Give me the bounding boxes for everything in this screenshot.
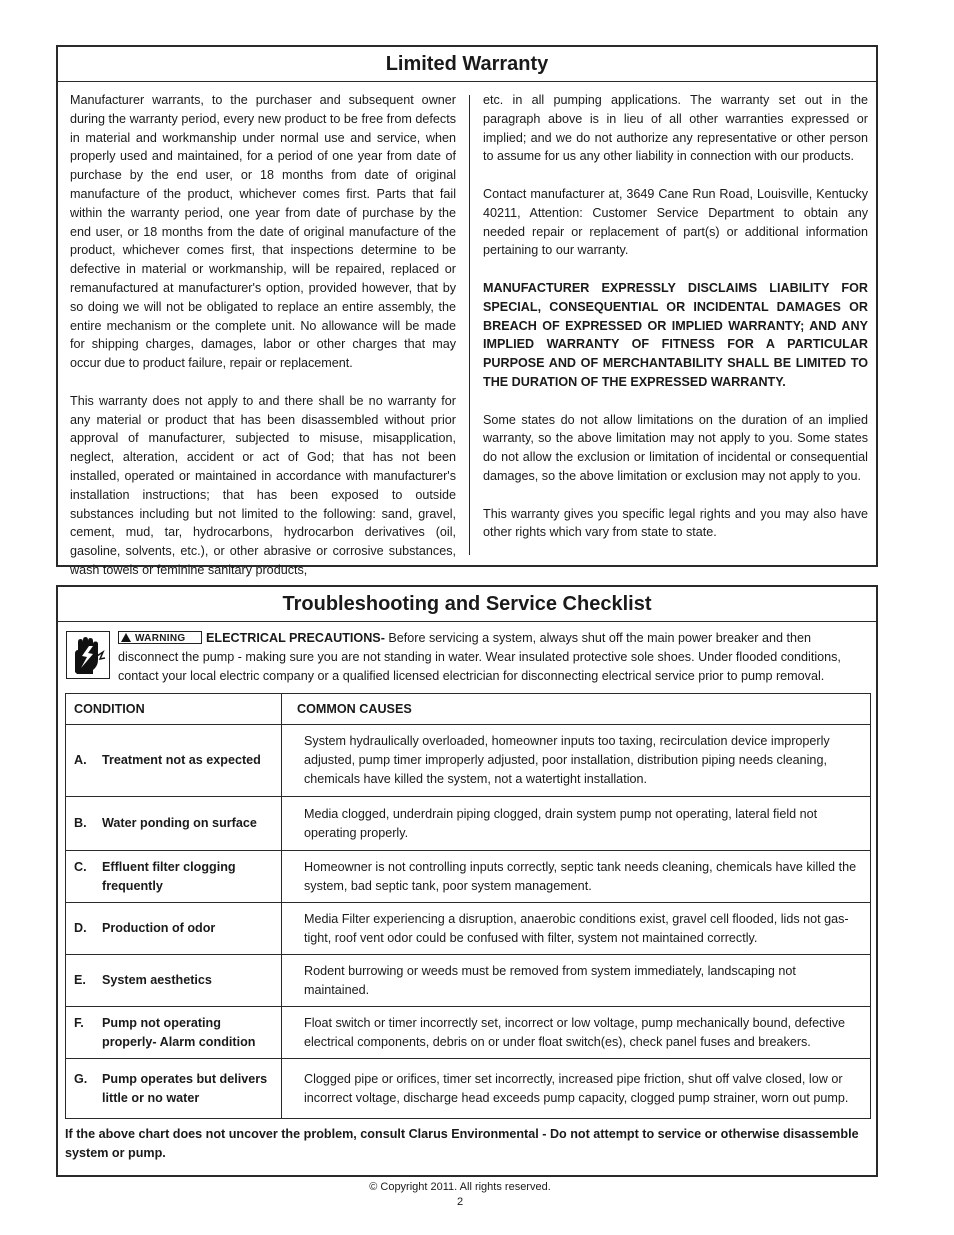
condition-label: Effluent filter clogging frequently [102, 859, 236, 893]
warranty-title: Limited Warranty [58, 47, 876, 82]
condition-cell [66, 797, 282, 851]
copyright: © Copyright 2011. All rights reserved. [369, 1181, 551, 1193]
warranty-paragraph: This warranty gives you specific legal rights and you may also have other rights which vary from state to state. [483, 506, 868, 540]
table-row [66, 725, 871, 797]
warning-lead: ELECTRICAL PRECAUTIONS- [206, 631, 385, 645]
condition-label: Water ponding on surface [102, 816, 257, 830]
troubleshooting-box [56, 585, 878, 1177]
condition-cell [66, 1059, 282, 1119]
table-row [66, 1007, 871, 1059]
causes-cell: Media Filter experiencing a disruption, anaerobic conditions exist, gravel cell flooded, lids not gas- tight, roof vent odor could be confused with filter, system not maintained correctly. [282, 903, 871, 955]
condition-label: System aesthetics [102, 973, 212, 987]
causes-cell: Float switch or timer incorrectly set, incorrect or low voltage, pump mechanically bound, defective electrical components, debris on or under float switch(es), check panel fuses and breakers. [282, 1007, 871, 1059]
table-header-row [66, 694, 871, 725]
condition-letter: C. [74, 859, 87, 874]
warning-badge: WARNING [118, 631, 202, 644]
condition-cell [66, 955, 282, 1007]
condition-letter: F. [74, 1015, 84, 1030]
condition-letter: G. [74, 1071, 88, 1086]
condition-label: Pump operates but delivers little or no water [102, 1071, 268, 1105]
table-row [66, 851, 871, 903]
causes-header: COMMON CAUSES [282, 694, 871, 725]
causes-cell: Clogged pipe or orifices, timer set incorrectly, increased pipe friction, shut off valve closed, low or incorrect voltage, discharge head exceeds pump capacity, clogged pump strainer, worn out pump. [282, 1059, 871, 1119]
column-divider [469, 95, 470, 555]
table-row [66, 797, 871, 851]
warranty-right-column [483, 91, 868, 542]
table-row [66, 903, 871, 955]
condition-letter: B. [74, 816, 87, 830]
limited-warranty-box [56, 45, 878, 577]
condition-cell [66, 903, 282, 955]
warning-triangle-icon [121, 633, 131, 642]
checklist-table [65, 693, 871, 1119]
warning-body: Before servicing a system, always shut off the main power breaker and then disconnect the pump - making sure you are not standing in water. Wear insulated protective sole shoes. Under flooded conditions, contact your local electric company or a qualified licensed electrician for disconnecting electrical service prior to pump removal. [118, 631, 841, 683]
condition-cell [66, 1007, 282, 1059]
warranty-paragraph: Contact manufacturer at, 3649 Cane Run Road, Louisville, Kentucky 40211, Attention: Customer Service Department to obtain any needed repair or replacement of part(s) or additional information pertaining to our warranty. [483, 186, 868, 258]
electrical-warning [66, 629, 868, 685]
condition-label: Treatment not as expected [102, 753, 261, 767]
warranty-disclaimer: MANUFACTURER EXPRESSLY DISCLAIMS LIABILITY FOR SPECIAL, CONSEQUENTIAL OR INCIDENTAL DAMAGES OR BREACH OF EXPRESSED OR IMPLIED WARRANTY; AND ANY IMPLIED WARRANTY OF FITNESS FOR A PARTICULAR PURPOSE AND OF MERCHANTABILITY SHALL BE LIMITED TO THE DURATION OF THE EXPRESSED WARRANTY. [483, 280, 868, 389]
condition-label: Production of odor [102, 921, 216, 935]
condition-header: CONDITION [66, 694, 282, 725]
warning-text [118, 629, 868, 685]
warranty-paragraph: This warranty does not apply to and there shall be no warranty for any material or product that has been disassembled without prior approval of manufacturer, subjected to misuse, misapplication, neglect, alteration, accident or act of God; that has not been installed, operated or maintained in accordance with manufacturer's installation instructions; that has been exposed to outside substances including but not limited to the following: sand, gravel, cement, mud, tar, hydrocarbons, hydrocarbon derivatives (oil, gasoline, solvents, etc.), or other abrasive or corrosive substances, wash towels or feminine sanitary products, [70, 393, 456, 577]
warranty-columns [58, 83, 876, 577]
page-number: 2 [456, 1196, 464, 1208]
table-row [66, 955, 871, 1007]
condition-cell [66, 851, 282, 903]
causes-cell: Homeowner is not controlling inputs correctly, septic tank needs cleaning, chemicals have killed the system, bad septic tank, poor system management. [282, 851, 871, 903]
table-row [66, 1059, 871, 1119]
condition-letter: E. [74, 973, 86, 987]
electrical-hazard-icon [66, 631, 110, 679]
causes-cell: Media clogged, underdrain piping clogged, drain system pump not operating, lateral field not operating properly. [282, 797, 871, 851]
causes-cell: Rodent burrowing or weeds must be removed from system immediately, landscaping not maintained. [282, 955, 871, 1007]
warranty-left-column [70, 91, 456, 580]
causes-cell: System hydraulically overloaded, homeowner inputs too taxing, recirculation device improperly adjusted, pump timer improperly adjusted, poor installation, distribution piping needs cleaning, chemicals have killed the system, not a watertight installation. [282, 725, 871, 797]
condition-letter: D. [74, 921, 87, 935]
troubleshooting-title: Troubleshooting and Service Checklist [58, 587, 876, 622]
warranty-paragraph: Manufacturer warrants, to the purchaser and subsequent owner during the warranty period, every new product to be free from defects in material and workmanship under normal use and service, when properly used and maintained, for a period of one year from date of purchase by the end user, or 18 months from date of original manufacture of the product, whichever comes first. Parts that fail within the warranty period, one year from date of purchase by the end user, or 18 months from the date of original manufacture of the product, whichever comes first, that inspections determine to be defective in material or workmanship, will be repaired, replaced or remanufactured at manufacturer's option, provided however, that by so doing we will not be obligated to replace an entire assembly, the entire mechanism or the complete unit. No allowance will be made for shipping charges, damages, labor or other charges that may occur due to product failure, repair or replacement. [70, 93, 456, 371]
condition-label: Pump not operating properly- Alarm condition [102, 1015, 256, 1049]
warranty-paragraph: Some states do not allow limitations on the duration of an implied warranty, so the above limitation may not apply to you. Some states do not allow the exclusion or limitation of incidental or consequential damages, so the above limitation or exclusion may not apply to you. [483, 412, 868, 483]
condition-cell [66, 725, 282, 797]
condition-letter: A. [74, 753, 87, 767]
warranty-paragraph: etc. in all pumping applications. The warranty set out in the paragraph above is in lieu of all other warranties expressed or implied; and we do not authorize any representative or other person to assume for us any other liability in connection with our products. [483, 93, 868, 164]
troubleshooting-footnote: If the above chart does not uncover the problem, consult Clarus Environmental - Do not attempt to service or otherwise disassemble system or pump. [65, 1127, 859, 1160]
